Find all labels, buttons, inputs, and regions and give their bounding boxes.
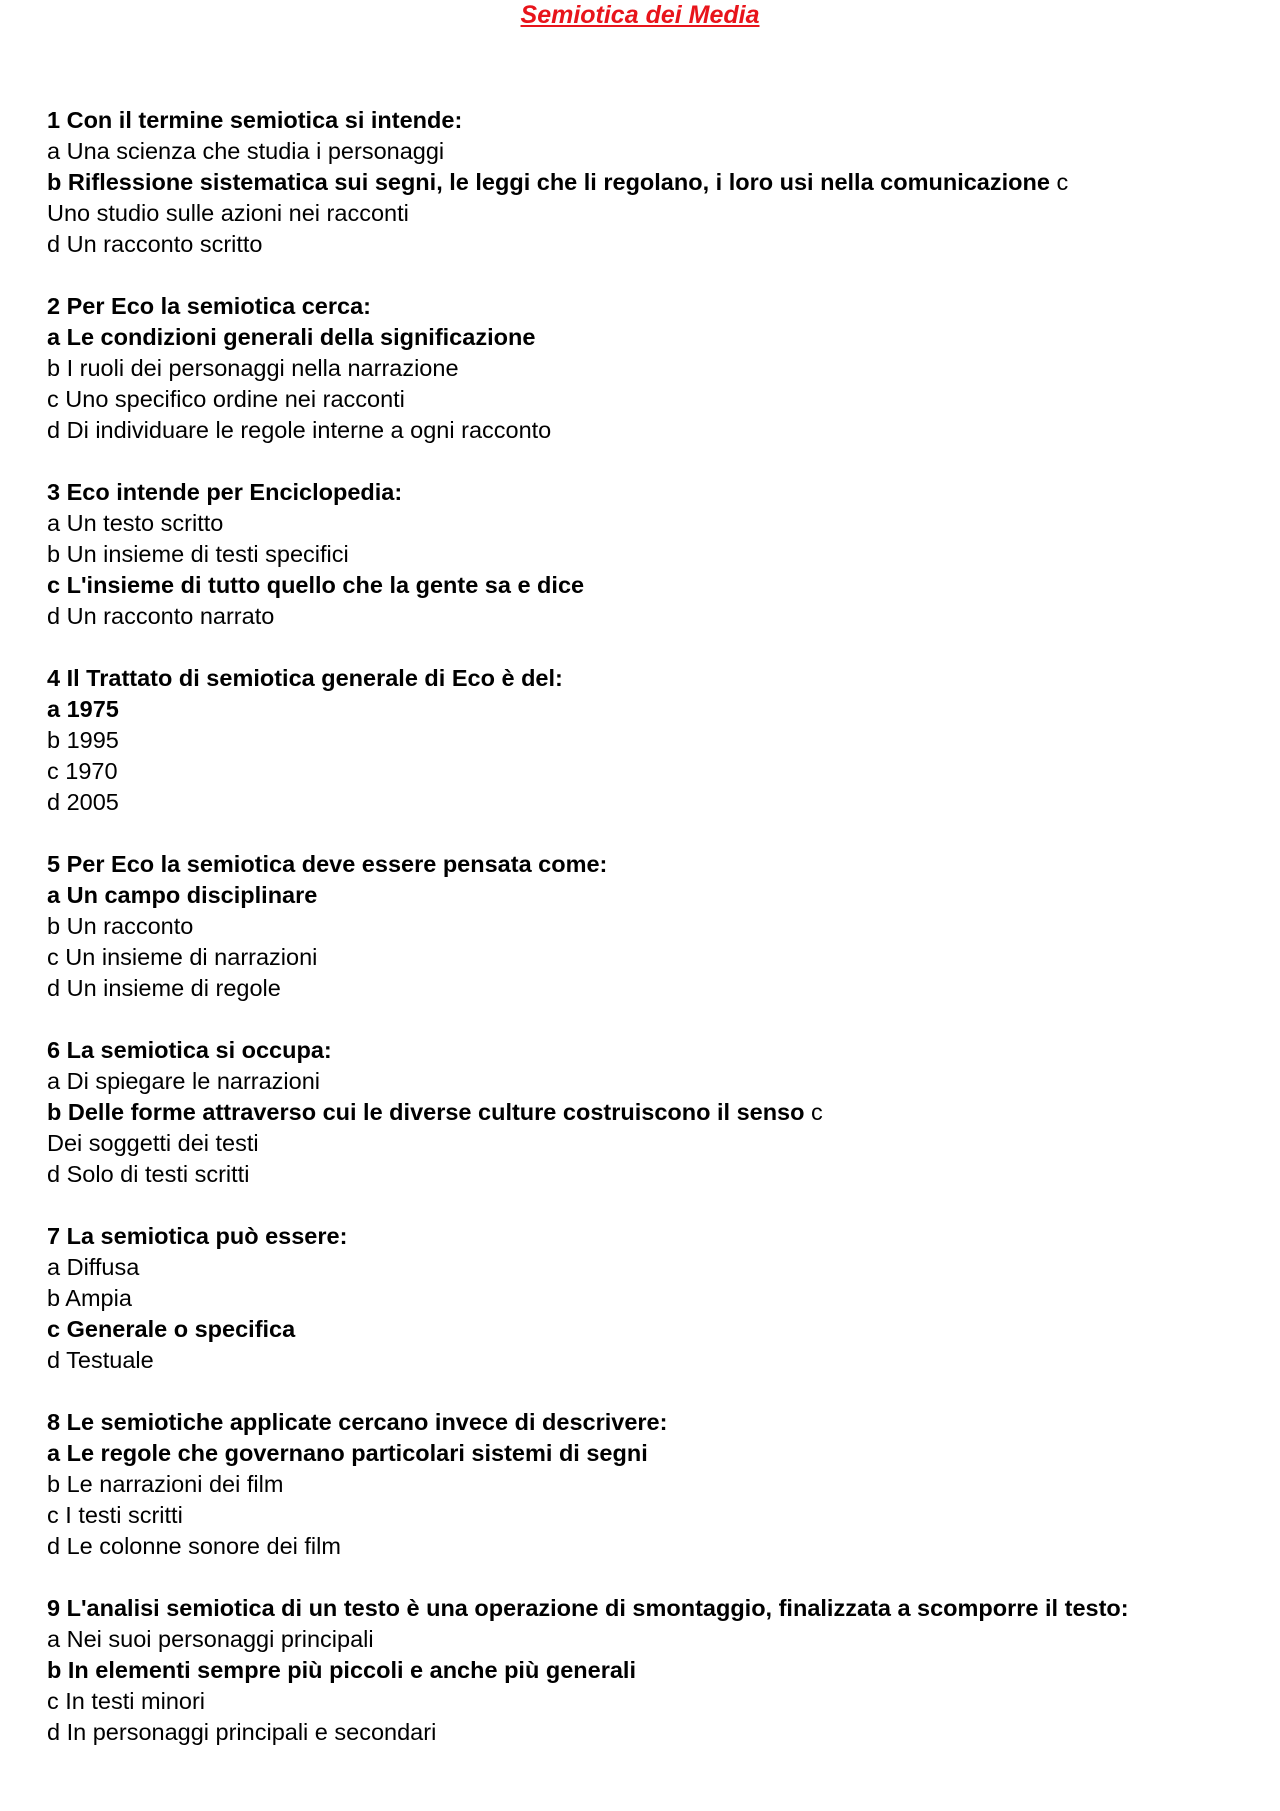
answer-option — [47, 1438, 1247, 1469]
question-block — [47, 1221, 1247, 1376]
question-block — [47, 1407, 1247, 1562]
answer-option — [47, 756, 1247, 787]
question-label: 4 Il Trattato di semiotica generale di Eco è del: — [47, 665, 563, 691]
question-text — [47, 477, 1247, 508]
question-text — [47, 105, 1247, 136]
question-text — [47, 1221, 1247, 1252]
question-text — [47, 1035, 1247, 1066]
answer-label: d Un racconto scritto — [47, 231, 263, 257]
answer-label: b Le narrazioni dei film — [47, 1471, 284, 1497]
answer-label: c 1970 — [47, 758, 118, 784]
answer-option — [47, 973, 1247, 1004]
answer-option — [47, 229, 1247, 260]
answer-option — [47, 198, 1247, 229]
answer-label: Uno studio sulle azioni nei racconti — [47, 200, 409, 226]
answer-label: b 1995 — [47, 727, 119, 753]
answer-label: c Uno specifico ordine nei racconti — [47, 386, 405, 412]
answer-label: d Testuale — [47, 1347, 154, 1373]
answer-option — [47, 880, 1247, 911]
answer-option — [47, 167, 1247, 198]
answer-option — [47, 508, 1247, 539]
answer-label: Dei soggetti dei testi — [47, 1130, 259, 1156]
answer-label: a Una scienza che studia i personaggi — [47, 138, 445, 164]
answer-label: b I ruoli dei personaggi nella narrazione — [47, 355, 459, 381]
answer-label: a Un campo disciplinare — [47, 882, 318, 908]
answer-option — [47, 1345, 1247, 1376]
answer-option — [47, 1097, 1247, 1128]
answer-label: b Ampia — [47, 1285, 132, 1311]
answer-label: d Di individuare le regole interne a ogni racconto — [47, 417, 552, 443]
answer-option — [47, 1159, 1247, 1190]
answer-label: a Diffusa — [47, 1254, 140, 1280]
answer-option — [47, 322, 1247, 353]
answer-label: a 1975 — [47, 696, 119, 722]
answer-option — [47, 787, 1247, 818]
answer-option — [47, 1500, 1247, 1531]
page-title: Semiotica dei Media — [520, 1, 760, 29]
answer-option — [47, 539, 1247, 570]
question-text — [47, 291, 1247, 322]
answer-label: d Un insieme di regole — [47, 975, 281, 1001]
answer-option — [47, 353, 1247, 384]
answer-label: c In testi minori — [47, 1688, 206, 1714]
answer-option — [47, 1655, 1247, 1686]
answer-option — [47, 136, 1247, 167]
question-text — [47, 1593, 1247, 1624]
question-list — [47, 105, 1247, 1779]
question-block — [47, 105, 1247, 260]
answer-option — [47, 1624, 1247, 1655]
answer-option — [47, 601, 1247, 632]
answer-option — [47, 1531, 1247, 1562]
answer-option — [47, 1469, 1247, 1500]
answer-option — [47, 1128, 1247, 1159]
question-block — [47, 663, 1247, 818]
answer-option — [47, 1717, 1247, 1748]
answer-option — [47, 1283, 1247, 1314]
wrapped-option-letter: c — [1049, 169, 1069, 195]
answer-label: d 2005 — [47, 789, 119, 815]
answer-option — [47, 1066, 1247, 1097]
answer-label: c Un insieme di narrazioni — [47, 944, 318, 970]
question-block — [47, 1035, 1247, 1190]
question-label: 3 Eco intende per Enciclopedia: — [47, 479, 403, 505]
answer-label: c I testi scritti — [47, 1502, 183, 1528]
wrapped-option-letter: c — [804, 1099, 823, 1125]
question-label: 6 La semiotica si occupa: — [47, 1037, 332, 1063]
question-label: 8 Le semiotiche applicate cercano invece di descrivere: — [47, 1409, 668, 1435]
answer-option — [47, 942, 1247, 973]
question-text — [47, 1407, 1247, 1438]
answer-label: b Un insieme di testi specifici — [47, 541, 349, 567]
answer-option — [47, 415, 1247, 446]
answer-label: a Le condizioni generali della significazione — [47, 324, 536, 350]
answer-label: b Riflessione sistematica sui segni, le leggi che li regolano, i loro usi nella comunicazione — [47, 169, 1050, 195]
answer-label: b Delle forme attraverso cui le diverse culture costruiscono il senso — [47, 1099, 805, 1125]
answer-label: a Di spiegare le narrazioni — [47, 1068, 321, 1094]
answer-label: b In elementi sempre più piccoli e anche più generali — [47, 1657, 636, 1683]
answer-label: a Le regole che governano particolari sistemi di segni — [47, 1440, 648, 1466]
answer-option — [47, 570, 1247, 601]
question-label: 5 Per Eco la semiotica deve essere pensata come: — [47, 851, 608, 877]
question-label: 9 L'analisi semiotica di un testo è una operazione di smontaggio, finalizzata a scomporre il testo: — [47, 1595, 1129, 1621]
question-label: 2 Per Eco la semiotica cerca: — [47, 293, 371, 319]
answer-label: a Un testo scritto — [47, 510, 224, 536]
answer-label: d Un racconto narrato — [47, 603, 275, 629]
answer-label: d Solo di testi scritti — [47, 1161, 250, 1187]
answer-option — [47, 384, 1247, 415]
answer-label: d Le colonne sonore dei film — [47, 1533, 341, 1559]
answer-label: d In personaggi principali e secondari — [47, 1719, 437, 1745]
answer-option — [47, 694, 1247, 725]
question-label: 7 La semiotica può essere: — [47, 1223, 348, 1249]
answer-option — [47, 1686, 1247, 1717]
question-text — [47, 663, 1247, 694]
question-block — [47, 1593, 1247, 1748]
answer-option — [47, 911, 1247, 942]
answer-label: c Generale o specifica — [47, 1316, 296, 1342]
answer-option — [47, 1314, 1247, 1345]
question-text — [47, 849, 1247, 880]
answer-label: a Nei suoi personaggi principali — [47, 1626, 374, 1652]
answer-option — [47, 1252, 1247, 1283]
answer-label: b Un racconto — [47, 913, 194, 939]
question-block — [47, 849, 1247, 1004]
question-block — [47, 291, 1247, 446]
answer-option — [47, 725, 1247, 756]
question-label: 1 Con il termine semiotica si intende: — [47, 107, 463, 133]
question-block — [47, 477, 1247, 632]
answer-label: c L'insieme di tutto quello che la gente sa e dice — [47, 572, 585, 598]
